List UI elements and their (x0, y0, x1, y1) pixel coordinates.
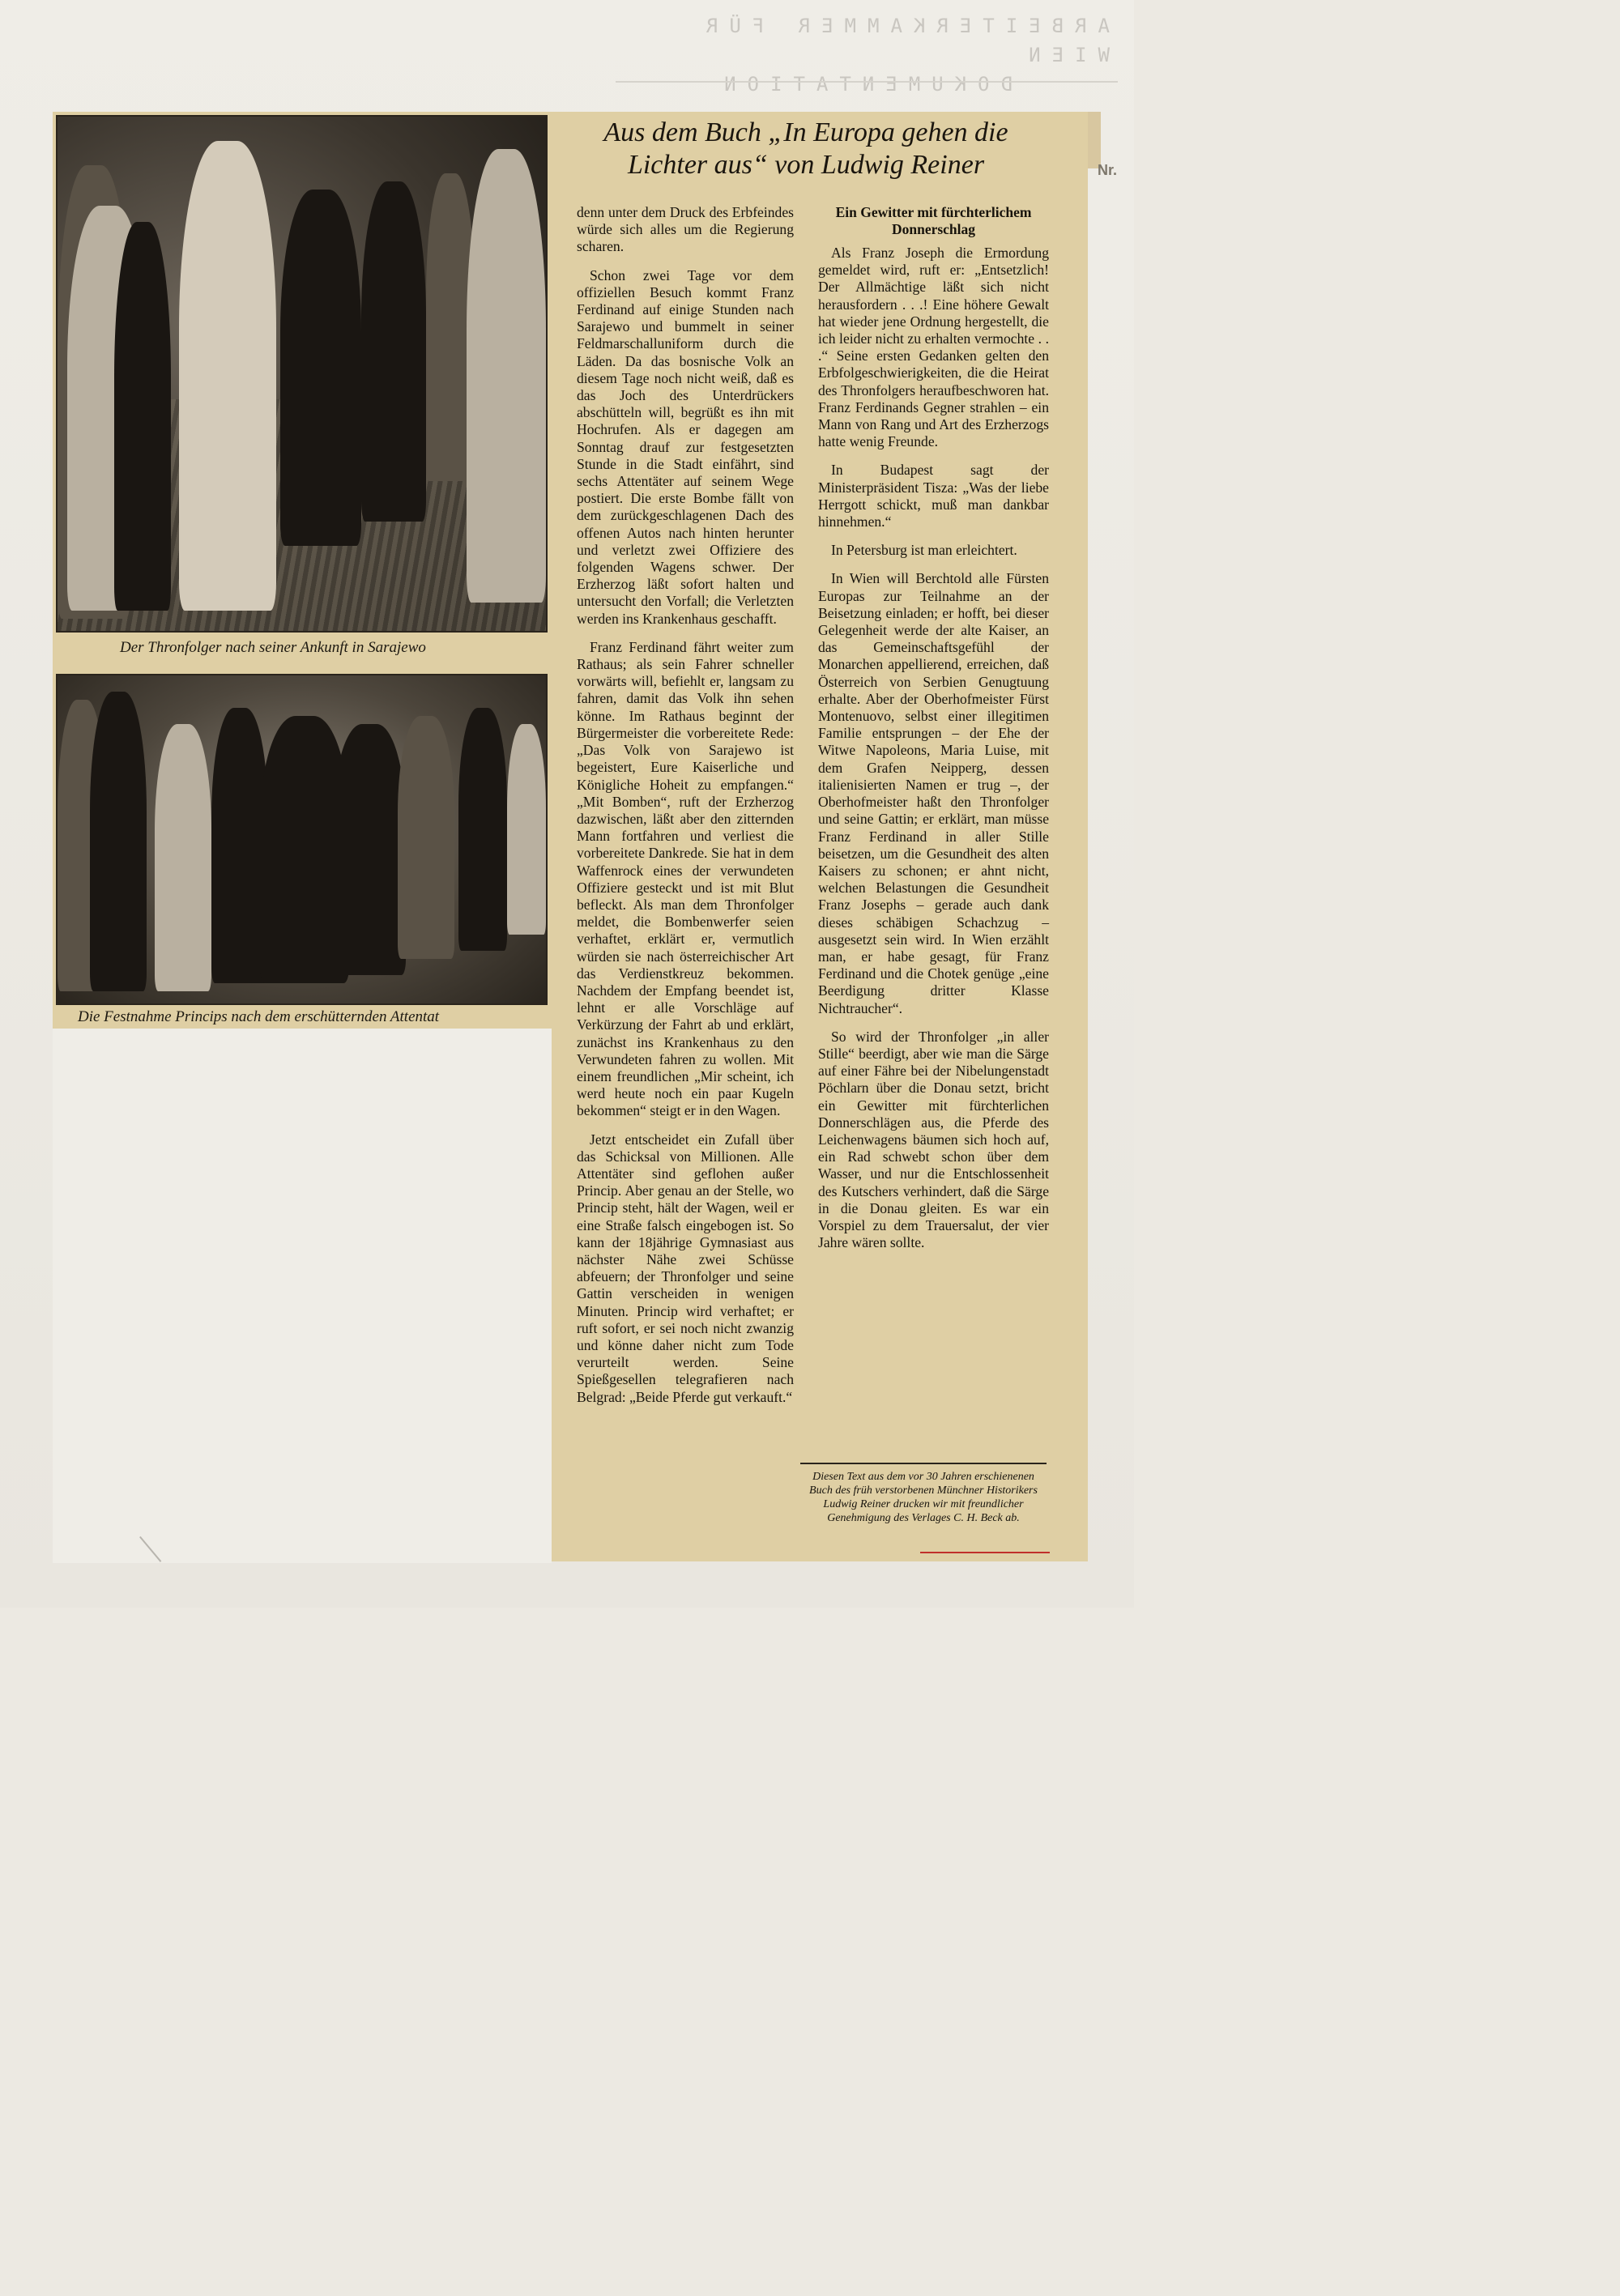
clipping-cutout-area (53, 1029, 552, 1563)
paragraph: In Petersburg ist man erleichtert. (831, 542, 1017, 559)
photo-figure (467, 149, 546, 603)
photo-figure (361, 181, 426, 522)
photo-figure (90, 692, 147, 991)
article-column-2 (818, 204, 1049, 1263)
paragraph: Franz Ferdinand fährt weiter zum Rathaus; als sein Fahrer schneller vorwärts will, befiehlt er, langsam zu fahren, damit das Volk ihn sehen könne. Im Rathaus beginnt der Bürgermeister die vorbereitete Rede: „Das Volk von Sarajewo ist begeistert, Eure Kaiserliche und Königliche Hoheit zu empfangen.“ „Mit Bomben“, ruft der Erzherzog dazwischen, läßt aber den zitternden Mann fortfahren und verliest die vorbereitete Dankrede. Sie hat in dem Waffenrock eines der verwundeten Offiziere gesteckt und ist mit Blut befleckt. Als man dem Thronfolger meldet, die Bombenwerfer seien verhaftet, erklärt er, vermutlich würden sie nach österreichischer Art das Verdienstkreuz bekommen. Nachdem der Empfang beendet ist, lehnt er alle Vorschläge auf Verkürzung der Fahrt ab und erklärt, zunächst ins Krankenhaus zu den Verwundeten fahren zu wollen. Mit einem freundlichen „Mir scheint, ich werd heute noch ein paar Kugeln bekommen“ steigt er in den Wagen. (577, 638, 794, 1119)
column-subhead: Ein Gewitter mit fürchterlichem Donnerschlag (835, 204, 1032, 237)
paragraph: So wird der Thronfolger „in aller Stille“ beerdigt, aber wie man die Särge auf einer Fähre bei der Nibelungenstadt Pöchlarn über die Donau setzt, bricht ein Gewitter mit fürchterlichen Donnerschlägen aus, die Pferde des Leichenwagens bäumen sich hoch auf, ein Rad schwebt schon über dem Wasser, und nur die Entschlossenheit des Kutschers verhindert, daß die Särge in die Donau gleiten. Es war ein Vorspiel zu dem Trauersalut, der vier Jahre wären sollte. (818, 1028, 1049, 1251)
photo-arrest-princip (56, 674, 548, 1005)
photo-figure (155, 724, 211, 991)
photo-figure (333, 724, 406, 975)
photo-figure (458, 708, 507, 951)
stamp-line-1: ARBEITERKAMMER FÜR WIEN (694, 15, 1110, 66)
photo-figure (280, 190, 361, 546)
paragraph: Schon zwei Tage vor dem offiziellen Besuch kommt Franz Ferdinand auf einige Stunden nach Sarajewo und bummelt in seiner Feldmarschalluniform durch die Läden. Da das bosnische Volk an diesem Tage noch nicht weiß, daß es das Joch des Unterdrückers abschütteln will, begrüßt es ihn mit Hochrufen. Als er dagegen am Sonntag drauf zur festgesetzten Stunde in die Stadt einfährt, sind sechs Attentäter auf seinem Wege postiert. Die erste Bombe fällt von dem zurückgeschlagenen Dach des offenen Autos nach hinten herunter und verletzt zwei Offiziere des folgenden Wagens schwer. Der Erzherzog läßt sofort halten und untersucht den Vorfall; die Verletzten werden ins Krankenhaus geschafft. (577, 266, 794, 627)
photo-figure (507, 724, 546, 935)
photo-arrival-sarajevo (56, 115, 548, 633)
photo2-caption: Die Festnahme Princips nach dem erschütternden Attentat (78, 1008, 440, 1025)
stamp-rule (616, 81, 1118, 83)
clipping-edge-strip (1088, 112, 1101, 168)
photo-figure-archduke (179, 141, 276, 611)
headline-line-1: Aus dem Buch „In Europa gehen die (603, 117, 1008, 147)
photo1-caption: Der Thronfolger nach seiner Ankunft in Sarajewo (120, 639, 426, 656)
article-headline (559, 117, 1053, 181)
footnote-rule (800, 1463, 1047, 1464)
paragraph: denn unter dem Druck des Erbfeindes würde sich alles um die Regierung scharen. (577, 204, 794, 255)
footnote-credit: Diesen Text aus dem vor 30 Jahren erschienenen Buch des früh verstorbenen Münchner Historikers Ludwig Reiner drucken wir mit freundlicher Genehmigung des Verlages C. H. Beck ab. (809, 1471, 1038, 1524)
paragraph: In Wien will Berchtold alle Fürsten Europas zur Teilnahme an der Beisetzung einladen; er hofft, bei dieser Gelegenheit werde der alte Kaiser, an das Gemeinschaftsgefühl der Monarchen appellierend, erreichen, daß Österreich von Serbien Genugtuung erhalte. Aber der Oberhofmeister Fürst Montenuovo, selbst einer illegitimen Familie entsprungen – der Ehe der Witwe Napoleons, Maria Luise, mit dem Grafen Neipperg, dessen italienisierten Namen er trug –, der Oberhofmeister haßt den Thronfolger und seine Gattin; er erklärt, man müsse Franz Ferdinand in aller Stille beisetzen, um die Gesundheit des alten Kaisers zu schonen; er ahnt nicht, welchen Belastungen die Gesundheit Franz Josephs – gerade auch dank dieses schäbigen Schachzug – ausgesetzt sein wird. In Wien erzählt man, er habe gesagt, für Franz Ferdinand und die Chotek genüge „eine Beerdigung dritter Klasse Nichtraucher“. (818, 570, 1049, 1016)
paragraph: Als Franz Joseph die Ermordung gemeldet wird, ruft er: „Entsetzlich! Der Allmächtige läßt sich nicht herausfordern . . .! Eine höhere Gewalt hat wieder jene Ordnung hergestellt, die ich leider nicht zu erhalten vermochte . . .“ Seine ersten Gedanken gelten den Erbfolgeschwierigkeiten, die die Heirat des Thronfolgers heraufbeschworen hat. Franz Ferdinands Gegner strahlen – ein Mann von Rang und Art des Erzherzogs hatte wenig Freunde. (818, 245, 1049, 450)
red-underline-mark (920, 1552, 1050, 1553)
article-column-1 (577, 204, 794, 1417)
photo-figure (114, 222, 171, 611)
stamp-line-2: DOKUMENTATION (713, 73, 1013, 96)
paragraph: Jetzt entscheidet ein Zufall über das Schicksal von Millionen. Alle Attentäter sind geflohen außer Princip. Aber genau an der Stelle, wo Princip steht, hält der Wagen, weil er eine Straße falsch eingebogen ist. So kann der 18jährige Gymnasiast aus nächster Nähe zwei Schüsse abfeuern; der Thronfolger und seine Gattin verscheiden in wenigen Minuten. Princip wird verhaftet; er ruft sofort, er sei noch nicht zwanzig und könne daher nicht zum Tode verurteilt werden. Seine Spießgesellen telegrafieren nach Belgrad: „Beide Pferde gut verkauft.“ (577, 1131, 794, 1405)
headline-line-2: Lichter aus“ von Ludwig Reiner (627, 150, 985, 180)
photo-figure (398, 716, 454, 959)
paragraph: In Budapest sagt der Ministerpräsident Tisza: „Was der liebe Herrgott schickt, muß man dankbar hinnehmen.“ (818, 462, 1049, 530)
edge-text: Nr. (1098, 162, 1118, 178)
archive-stamp (616, 11, 1110, 96)
